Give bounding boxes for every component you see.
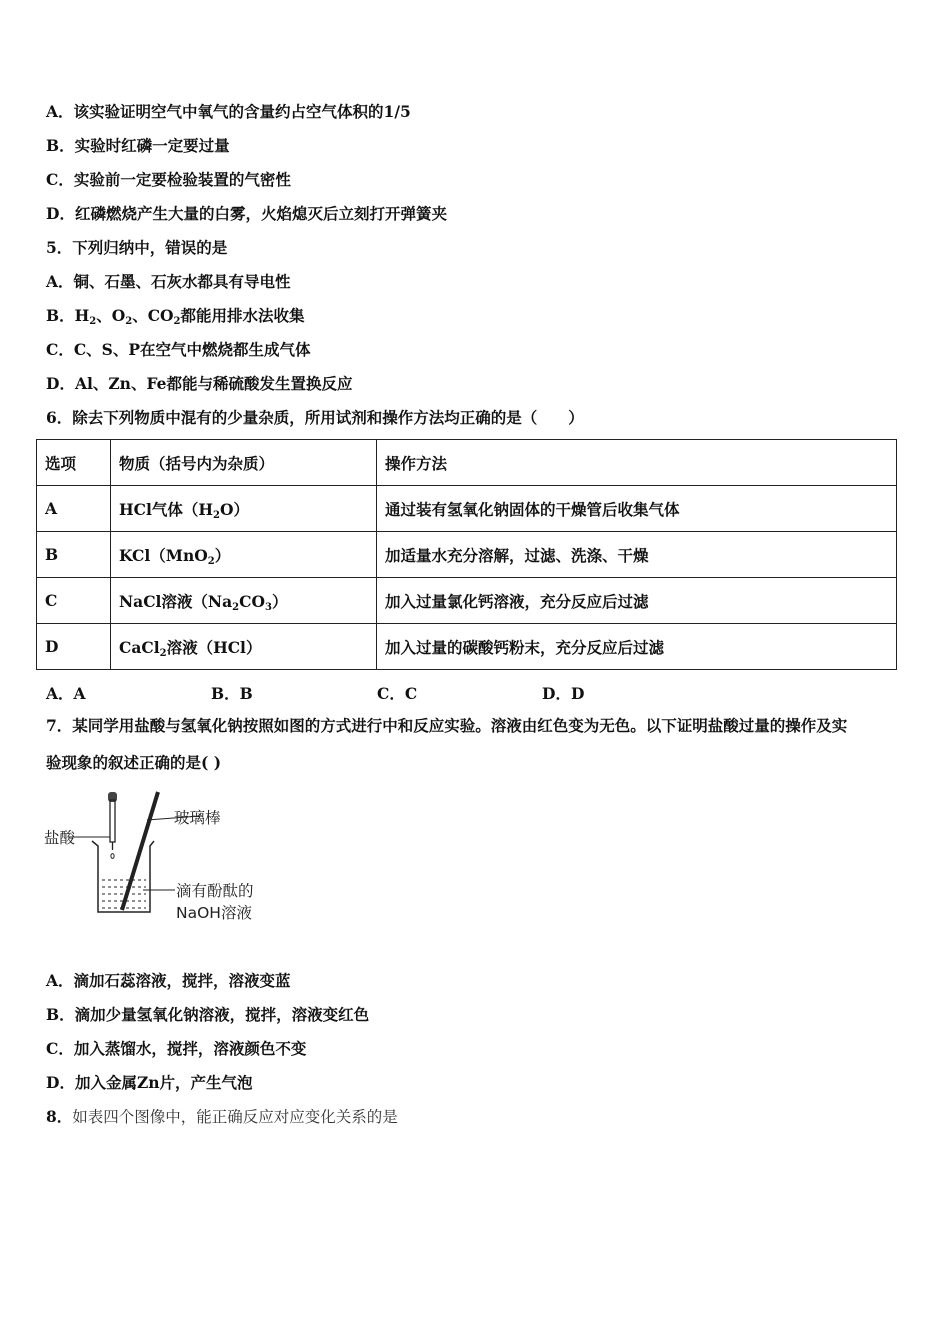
q7-option-d: D．加入金属Zn片，产生气泡	[46, 1073, 253, 1092]
q7-option-c: C．加入蒸馏水，搅拌，溶液颜色不变	[46, 1039, 307, 1058]
header-method: 操作方法	[377, 440, 897, 486]
label-glass-rod: 玻璃棒	[174, 809, 221, 827]
table-header-row	[37, 440, 897, 486]
row-substance: HCl气体$(H_2O)$	[111, 486, 377, 532]
q6-choice-b: B．B	[211, 684, 253, 703]
row-method: 加入过量氯化钙溶液，充分反应后过滤	[377, 578, 897, 624]
table-row	[37, 578, 897, 624]
row-option: A	[37, 486, 111, 532]
q7-stem-line1: 7．某同学用盐酸与氢氧化钠按照如图的方式进行中和反应实验。溶液由红色变为无色。以下证明盐酸过量的操作及实	[46, 716, 848, 735]
q5-stem: 5．下列归纳中，错误的是	[46, 238, 228, 257]
label-solution-line2: NaOH溶液	[176, 904, 252, 922]
row-substance: NaCl溶液$(Na_2CO_3)$	[111, 578, 377, 624]
row-method: 通过装有氢氧化钠固体的干燥管后收集气体	[377, 486, 897, 532]
row-substance: KCl（MnO$_2$）	[111, 532, 377, 578]
q7-option-b: B．滴加少量氢氧化钠溶液，搅拌，溶液变红色	[46, 1005, 370, 1024]
q8-stem: 8．如表四个图像中，能正确反应对应变化关系的是	[46, 1107, 398, 1126]
q6-choice-c: C．C	[377, 684, 418, 703]
table-row	[37, 624, 897, 670]
q4-option-d: D．红磷燃烧产生大量的白雾，火焰熄灭后立刻打开弹簧夹	[46, 204, 447, 223]
dropper-icon	[108, 792, 117, 858]
header-substance: 物质（括号内为杂质）	[111, 440, 377, 486]
q7-stem-line2: 验现象的叙述正确的是( )	[46, 753, 222, 772]
q5-option-d: D．Al、Zn、Fe都能与稀硫酸发生置换反应	[46, 374, 353, 393]
table-row	[37, 532, 897, 578]
header-option: 选项	[37, 440, 111, 486]
row-method: 加适量水充分溶解，过滤、洗涤、干燥	[377, 532, 897, 578]
beaker-figure	[40, 788, 290, 928]
label-hydrochloric-acid: 盐酸	[44, 829, 76, 847]
q4-option-c: C．实验前一定要检验装置的气密性	[46, 170, 291, 189]
q4-option-b: B．实验时红磷一定要过量	[46, 136, 230, 155]
beaker-icon	[92, 841, 154, 912]
q7-option-a: A．滴加石蕊溶液，搅拌，溶液变蓝	[46, 971, 291, 990]
row-option: C	[37, 578, 111, 624]
q5-option-a: A．铜、石墨、石灰水都具有导电性	[46, 272, 291, 291]
q6-table	[36, 439, 897, 670]
q5-option-c: C．C、S、P在空气中燃烧都生成气体	[46, 340, 311, 359]
row-method: 加入过量的碳酸钙粉末，充分反应后过滤	[377, 624, 897, 670]
q6-choice-a: A．A	[46, 684, 86, 703]
q6-stem: 6．除去下列物质中混有的少量杂质，所用试剂和操作方法均正确的是（ ）	[46, 408, 584, 427]
q6-choice-d: D．D	[542, 684, 585, 703]
row-substance: CaCl$_2$溶液（HCl）	[111, 624, 377, 670]
q5-option-b: B．$H_2$、$O_2$、$CO_2$都能用排水法收集	[46, 306, 305, 327]
row-option: D	[37, 624, 111, 670]
table-row	[37, 486, 897, 532]
row-option: B	[37, 532, 111, 578]
label-solution-line1: 滴有酚酞的	[176, 882, 254, 900]
q4-option-a: A．该实验证明空气中氧气的含量约占空气体积的1/5	[46, 102, 411, 121]
